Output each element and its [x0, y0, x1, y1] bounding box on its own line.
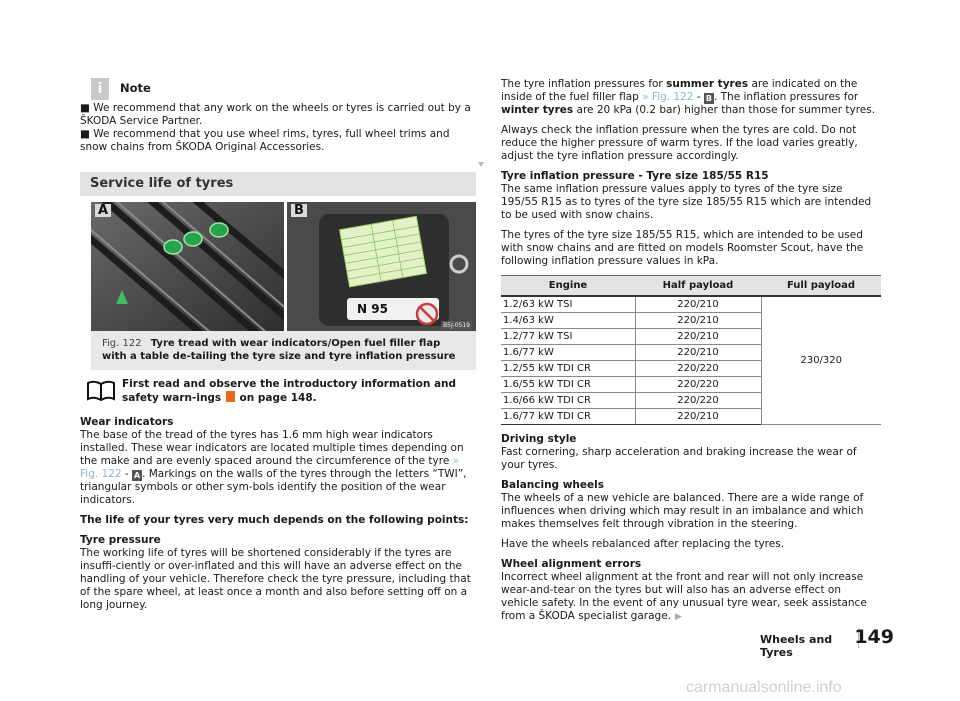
tyre-size-paragraph	[501, 170, 881, 222]
note-body	[80, 102, 476, 154]
note-title: Note	[120, 81, 151, 95]
engine-cell: 1.2/77 kW TSI	[501, 329, 635, 345]
info-icon: i	[91, 78, 109, 100]
engine-cell: 1.6/55 kW TDI CR	[501, 377, 635, 393]
col-header-full-payload: Full payload	[761, 276, 881, 297]
half-payload-cell: 220/220	[635, 393, 761, 409]
key-letter-a: A	[133, 471, 141, 480]
life-points-text: The life of your tyres very much depends on the following points:	[80, 514, 469, 526]
open-book-icon	[86, 380, 116, 402]
tyre-pressure-text: The working life of tyres will be shortened considerably if the tyres are insuffi-ciently or over-inflated and this will have an adverse effect on the handling of your vehicle. Therefore check the tyre pressure, including that of the spare wheel, at least once a month and also before setting off on a long journey.	[80, 547, 471, 611]
engine-cell: 1.6/77 kW TDI CR	[501, 409, 635, 425]
half-payload-cell: 220/220	[635, 361, 761, 377]
half-payload-cell: 220/210	[635, 409, 761, 425]
figure-caption-text: Tyre tread with wear indicators/Open fuel filler flap with a table de-tailing the tyre size and tyre inflation pressure	[102, 338, 456, 362]
panel-fuel-flap	[287, 202, 476, 331]
end-of-section-icon	[478, 162, 484, 167]
figure-122	[80, 202, 476, 331]
text: . The inflation pressures for	[713, 91, 859, 103]
note-bullet: ■ We recommend that any work on the wheels or tyres is carried out by a ŠKODA Service Partner.	[80, 102, 471, 127]
wear-indicators-heading: Wear indicators	[80, 416, 174, 428]
half-payload-cell: 220/220	[635, 377, 761, 393]
panel-tyre-tread	[91, 202, 284, 331]
section-title: Service life of tyres	[80, 172, 476, 196]
key-letter-b: B	[705, 94, 713, 103]
wear-text: The base of the tread of the tyres has 1.6 mm high wear indicators installed. These wear indicators are located multiple times depending on the make and are evenly spaced around the circumference of the tyre	[80, 429, 464, 467]
wear-indicators-paragraph	[80, 416, 476, 507]
winter-tyres-emphasis: winter tyres	[501, 104, 574, 116]
note-bullet: ■ We recommend that you use wheel rims, tyres, full wheel trims and snow chains from ŠKODA Original Accessories.	[80, 128, 450, 153]
watermark: carmanualsonline.info	[686, 679, 842, 696]
summer-tyres-emphasis: summer tyres	[666, 78, 749, 90]
table-row	[501, 296, 881, 313]
figure-caption	[91, 331, 476, 370]
fig-ref-link[interactable]: » Fig. 122	[642, 91, 694, 103]
ref-separator: -	[124, 468, 129, 480]
text: The tyre inflation pressures for	[501, 78, 663, 90]
col-header-engine: Engine	[501, 276, 635, 297]
table-header-row	[501, 276, 881, 297]
alignment-text: Incorrect wheel alignment at the front and rear will not only increase wear-and-tear on the tyres but will also has an adverse effect on vehicle safety. In the event of any unusual tyre wear, seek assistance from a ŠKODA specialist garage.	[501, 571, 867, 622]
full-payload-cell: 230/320	[761, 296, 881, 425]
wear-text-continued: . Markings on the walls of the tyres through the letters “TWI”, triangular symbols or other sym-bols identify the position of the wear indicators.	[80, 468, 467, 506]
balancing-paragraph	[501, 479, 881, 531]
engine-cell: 1.2/63 kW TSI	[501, 296, 635, 313]
tyre-tread-illustration	[91, 202, 284, 331]
tyre-pressure-heading: Tyre pressure	[80, 534, 161, 546]
rebalance-paragraph: Have the wheels rebalanced after replacing the tyres.	[501, 538, 785, 550]
ref-separator: -	[696, 91, 701, 103]
left-column	[80, 78, 476, 619]
read-first-text: First read and observe the introductory information and safety warn-ings	[122, 378, 457, 404]
engine-cell: 1.4/63 kW	[501, 313, 635, 329]
chapter-title: Wheels and Tyres	[760, 633, 833, 659]
read-first-notice	[80, 378, 476, 406]
life-points	[80, 514, 476, 527]
tyre-pressure-paragraph	[80, 534, 476, 612]
right-column	[501, 78, 881, 631]
tyre-code-label: N 95	[357, 302, 388, 316]
half-payload-cell: 220/210	[635, 329, 761, 345]
summer-winter-paragraph	[501, 78, 881, 117]
image-code: B5J-0519	[443, 322, 470, 329]
panel-letter-a: A	[95, 204, 111, 217]
engine-cell: 1.6/66 kW TDI CR	[501, 393, 635, 409]
col-header-half-payload: Half payload	[635, 276, 761, 297]
balancing-heading: Balancing wheels	[501, 479, 604, 491]
engine-cell: 1.6/77 kW	[501, 345, 635, 361]
driving-style-heading: Driving style	[501, 433, 577, 445]
half-payload-cell: 220/210	[635, 296, 761, 313]
driving-style-paragraph	[501, 433, 881, 472]
balancing-text: The wheels of a new vehicle are balanced. There are a wide range of influences when driving which may result in an imbalance and which makes themselves felt through vibration in the steering.	[501, 492, 864, 530]
driving-style-text: Fast cornering, sharp acceleration and braking increase the wear of your tyres.	[501, 446, 857, 471]
tyre-size-heading: Tyre inflation pressure - Tyre size 185/55 R15	[501, 170, 769, 182]
warning-icon[interactable]	[226, 391, 235, 402]
fig-ref-link[interactable]: » Fig. 122	[80, 455, 460, 480]
engine-cell: 1.2/55 kW TDI CR	[501, 361, 635, 377]
figure-number: Fig. 122	[102, 338, 142, 349]
roomster-scout-paragraph: The tyres of the tyre size 185/55 R15, which are intended to be used with snow chains and are fitted on models Roomster Scout, have the following inflation pressure values in kPa.	[501, 229, 864, 267]
half-payload-cell: 220/210	[635, 313, 761, 329]
panel-letter-b: B	[291, 204, 307, 217]
tyre-size-text: The same inflation pressure values apply to tyres of the tyre size 195/55 R15 as to tyres of the tyre size 185/55 R15 which are intended to be used with snow chains.	[501, 183, 872, 221]
cold-tyres-paragraph: Always check the inflation pressure when the tyres are cold. Do not reduce the higher pressure of warm tyres. If the load varies greatly, adjust the tyre inflation pressure accordingly.	[501, 124, 858, 162]
alignment-paragraph	[501, 558, 881, 624]
text: are 20 kPa (0.2 bar) higher than those for summer tyres.	[576, 104, 876, 116]
continue-arrow-icon: ▶	[675, 612, 682, 622]
page-number: 149	[854, 626, 894, 648]
text: are indicated on the inside of the fuel filler flap	[501, 78, 858, 103]
page-footer	[760, 626, 900, 659]
alignment-heading: Wheel alignment errors	[501, 558, 642, 570]
inflation-pressure-table	[501, 275, 881, 425]
note-header	[80, 78, 476, 102]
half-payload-cell: 220/210	[635, 345, 761, 361]
read-first-page-ref[interactable]: on page 148.	[239, 392, 317, 404]
